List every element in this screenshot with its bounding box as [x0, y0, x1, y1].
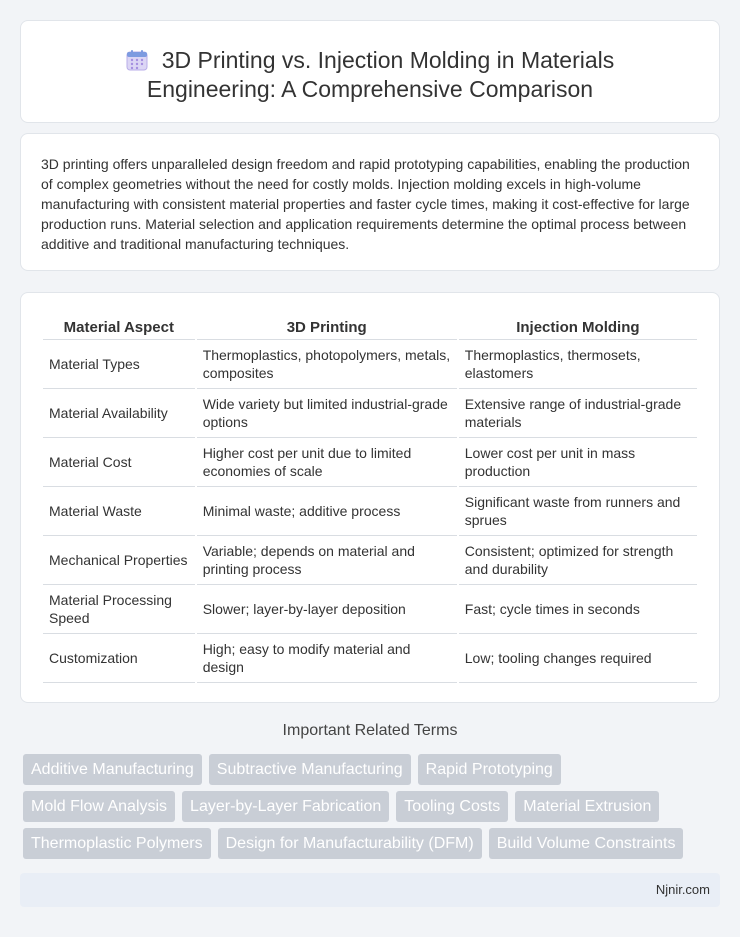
title-line-1: 3D Printing vs. Injection Molding in Materials: [161, 47, 615, 73]
related-terms-heading: Important Related Terms: [282, 722, 458, 739]
tag-mold-flow-analysis[interactable]: Mold Flow Analysis: [23, 791, 175, 822]
tag-subtractive-manufacturing[interactable]: Subtractive Manufacturing: [209, 754, 411, 785]
table-cell: Thermoplastics, thermosets, elastomers: [459, 340, 697, 389]
tag-rapid-prototyping[interactable]: Rapid Prototyping: [418, 754, 561, 785]
table-cell: Mechanical Properties: [43, 536, 195, 585]
table-row: [43, 634, 697, 683]
table-row: [43, 536, 697, 585]
column-header: Material Aspect: [43, 310, 195, 340]
table-cell: Consistent; optimized for strength and durability: [459, 536, 697, 585]
table-cell: Slower; layer-by-layer deposition: [197, 585, 457, 634]
footer-brand[interactable]: Njnir.com: [655, 882, 710, 897]
table-row: [43, 585, 697, 634]
tag-material-extrusion[interactable]: Material Extrusion: [515, 791, 659, 822]
table-cell: High; easy to modify material and design: [197, 634, 457, 683]
table-cell: Lower cost per unit in mass production: [459, 438, 697, 487]
table-cell: Material Availability: [43, 389, 195, 438]
table-header-row: [43, 310, 697, 340]
tag-row: [23, 754, 723, 785]
table-cell: Material Waste: [43, 487, 195, 536]
related-terms: [23, 754, 723, 865]
tag-build-volume-constraints[interactable]: Build Volume Constraints: [489, 828, 684, 859]
tag-additive-manufacturing[interactable]: Additive Manufacturing: [23, 754, 202, 785]
calendar-icon: [126, 49, 148, 71]
comparison-table: [41, 310, 699, 683]
table-cell: Wide variety but limited industrial-grade options: [197, 389, 457, 438]
column-header: 3D Printing: [197, 310, 457, 340]
tag-design-for-manufacturability[interactable]: Design for Manufacturability (DFM): [218, 828, 482, 859]
comparison-table-card: [20, 292, 720, 703]
table-row: [43, 340, 697, 389]
tag-row: [23, 791, 723, 822]
tag-tooling-costs[interactable]: Tooling Costs: [396, 791, 508, 822]
footer: [20, 873, 720, 907]
table-row: [43, 487, 697, 536]
page-title: [21, 21, 719, 104]
title-line-2: Engineering: A Comprehensive Comparison: [146, 76, 594, 102]
table-cell: Material Processing Speed: [43, 585, 195, 634]
table-cell: Significant waste from runners and sprues: [459, 487, 697, 536]
table-cell: Extensive range of industrial-grade materials: [459, 389, 697, 438]
title-card: [20, 20, 720, 123]
table-cell: Material Cost: [43, 438, 195, 487]
table-cell: Material Types: [43, 340, 195, 389]
intro-card: [20, 133, 720, 271]
table-cell: Higher cost per unit due to limited economies of scale: [197, 438, 457, 487]
table-row: [43, 389, 697, 438]
table-cell: Thermoplastics, photopolymers, metals, composites: [197, 340, 457, 389]
table-cell: Variable; depends on material and printing process: [197, 536, 457, 585]
tag-thermoplastic-polymers[interactable]: Thermoplastic Polymers: [23, 828, 211, 859]
tag-row: [23, 828, 723, 859]
table-cell: Minimal waste; additive process: [197, 487, 457, 536]
table-cell: Customization: [43, 634, 195, 683]
table-cell: Low; tooling changes required: [459, 634, 697, 683]
tag-layer-by-layer-fabrication[interactable]: Layer-by-Layer Fabrication: [182, 791, 389, 822]
intro-paragraph: 3D printing offers unparalleled design freedom and rapid prototyping capabilities, enabling the production of complex geometries without the need for costly molds. Injection molding excels in high-volume manufacturing with consistent material properties and faster cycle times, making it cost-effective for large production runs. Material selection and application requirements determine the optimal process between additive and traditional manufacturing techniques.: [41, 156, 690, 252]
column-header: Injection Molding: [459, 310, 697, 340]
table-row: [43, 438, 697, 487]
table-cell: Fast; cycle times in seconds: [459, 585, 697, 634]
